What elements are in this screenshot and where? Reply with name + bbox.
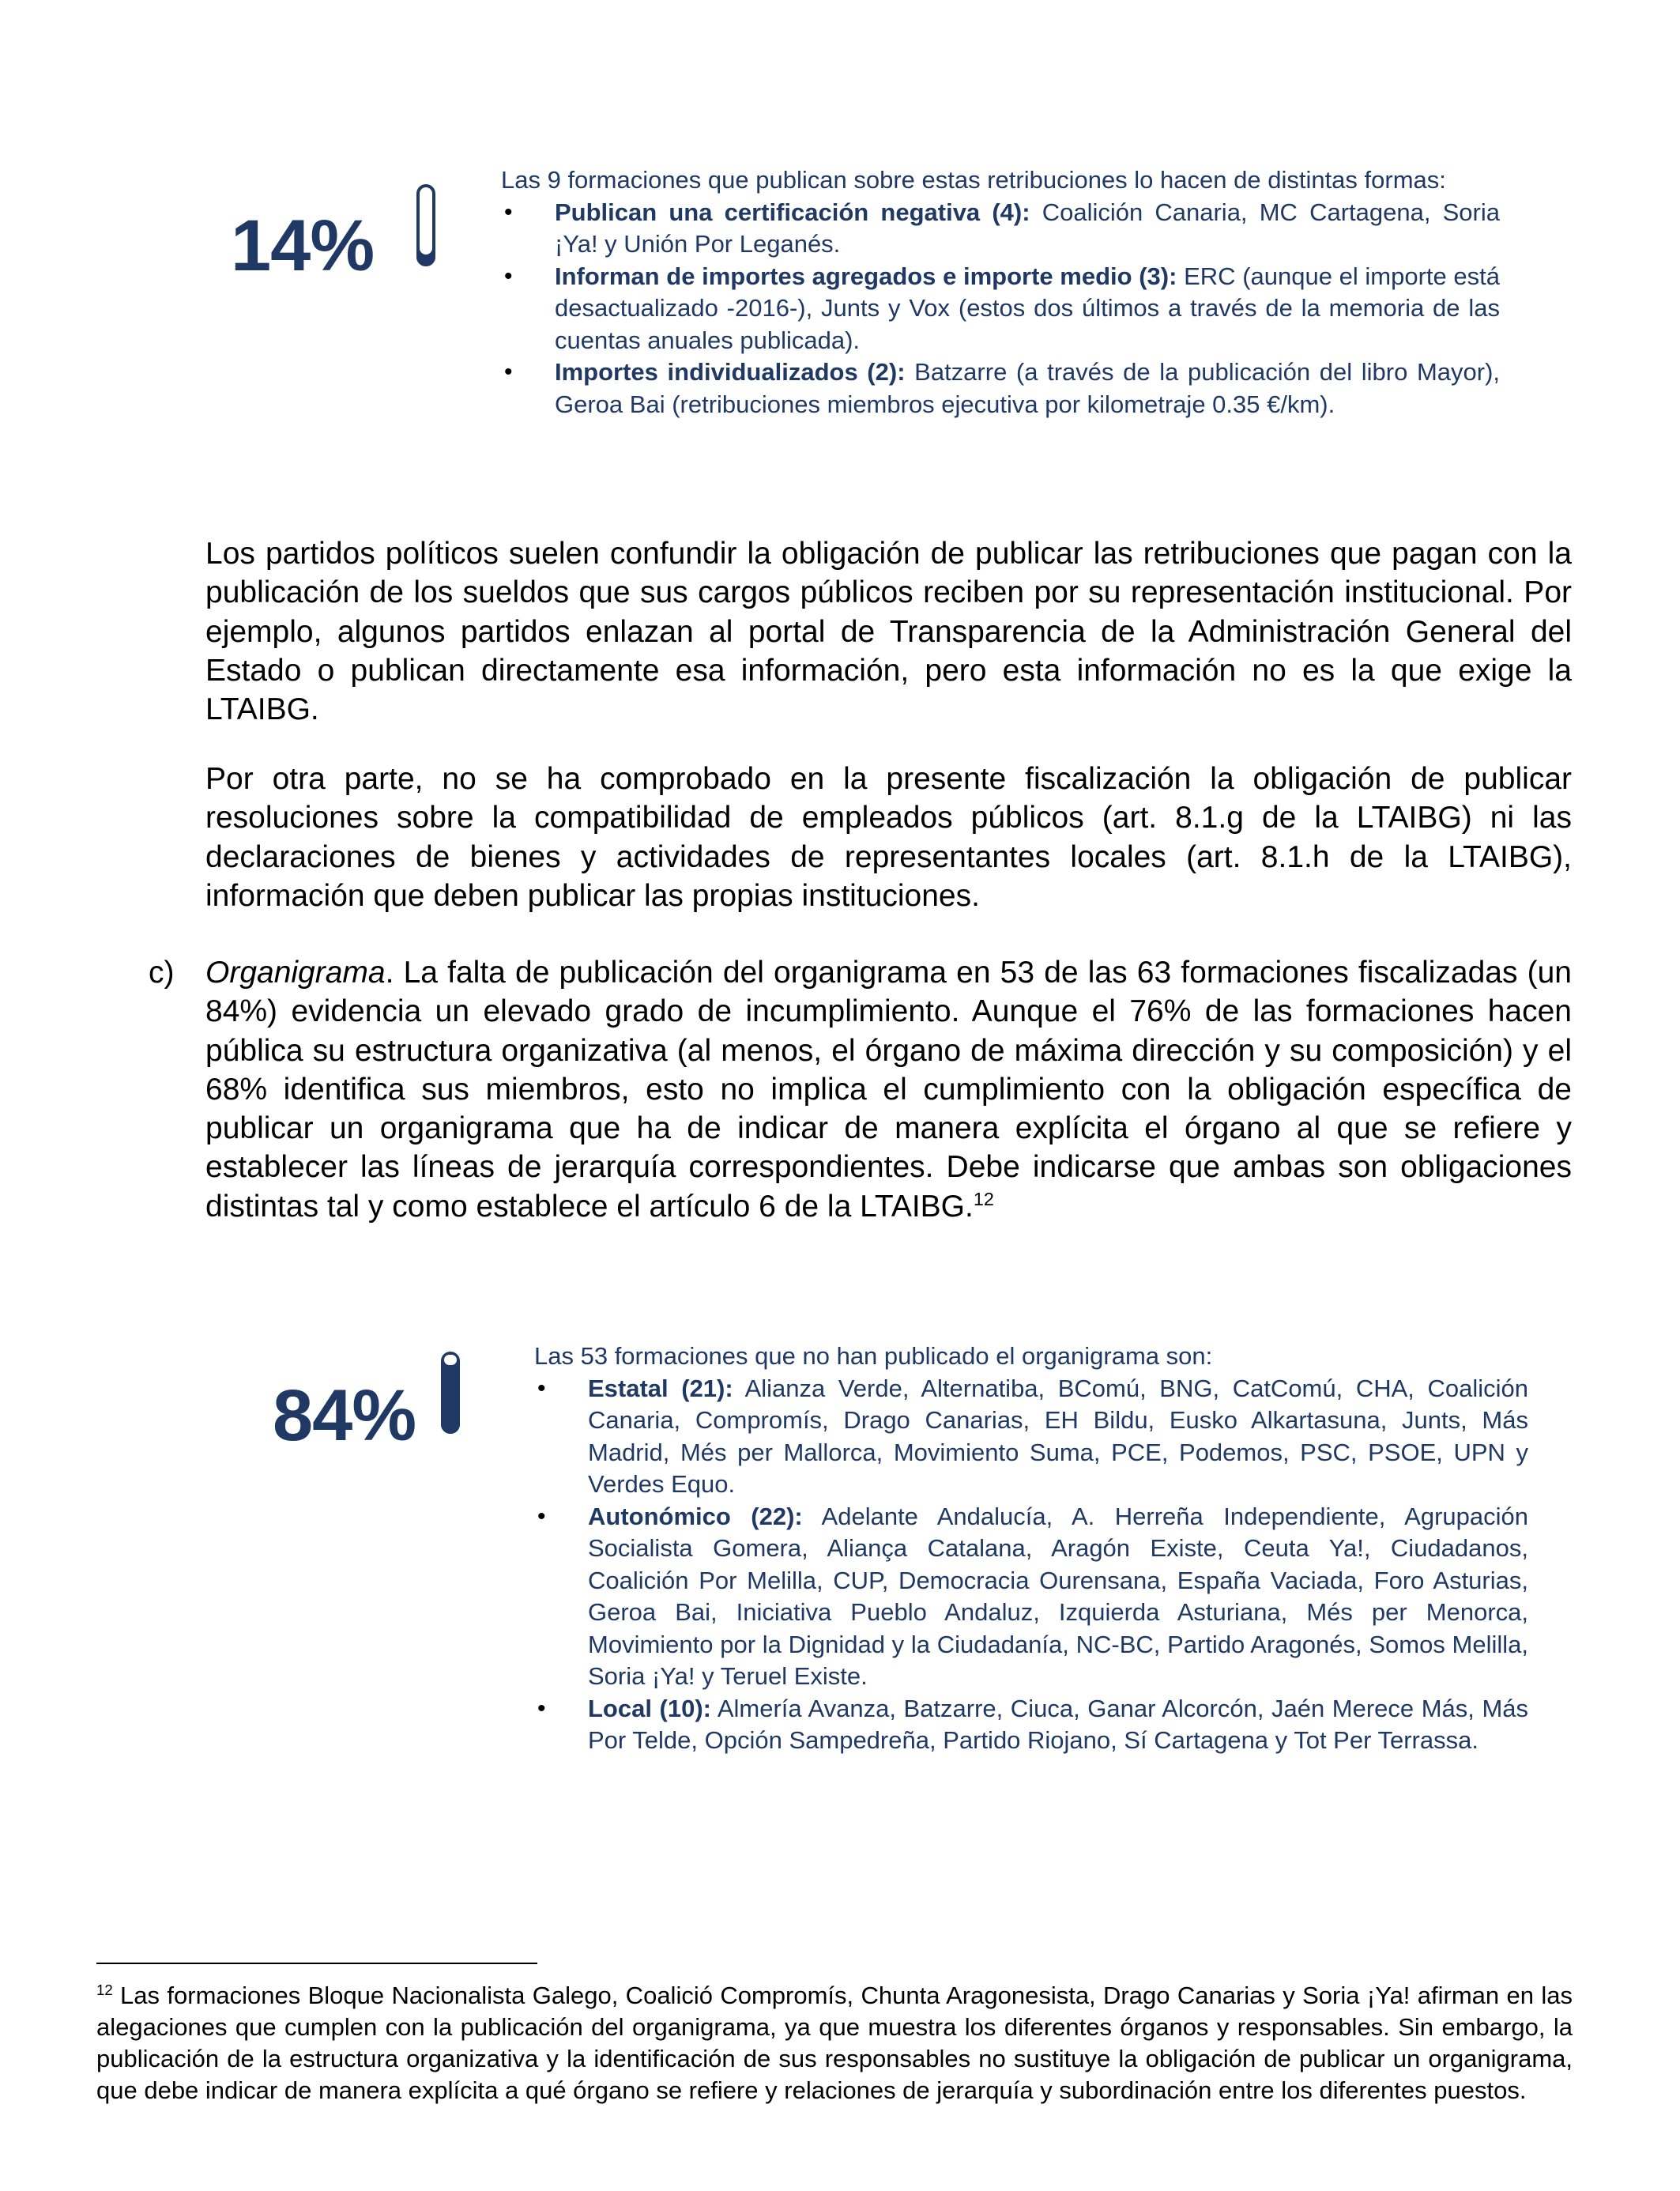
list-item <box>501 197 1500 261</box>
footnote-12 <box>96 1980 1573 2106</box>
gauge-bottom-icon <box>441 1352 460 1434</box>
footnote-number: 12 <box>96 1981 113 1998</box>
list-item-organigrama <box>149 953 1572 1226</box>
callout-bottom-list <box>534 1373 1528 1757</box>
item-label: Importes individualizados (2): <box>555 358 906 386</box>
callout-bottom-intro: Las 53 formaciones que no han publicado el organigrama son: <box>534 1342 1213 1370</box>
item-organigrama-text <box>205 953 1572 1226</box>
item-label: Publican una certificación negativa (4): <box>555 198 1030 226</box>
percentage-bottom: 84% <box>273 1375 416 1456</box>
list-item <box>534 1373 1528 1501</box>
list-item <box>501 356 1500 420</box>
footnote-text: Las formaciones Bloque Nacionalista Galego, Coalició Compromís, Chunta Aragonesista, Drago Canarias y Soria ¡Ya! afirman en las alegaciones que cumplen con la publicación del organigrama, ya que muestra los diferentes órganos y responsables. Sin embargo, la publicación de la estructura organizativa y la identificación de sus responsables no sustituye la obligación de publicar un organigrama, que debe indicar de manera explícita a qué órgano se refiere y relaciones de jerarquía y subordinación entre los diferentes puestos. <box>96 1982 1573 2104</box>
callout-top-list <box>501 197 1500 421</box>
gauge-top-icon <box>416 184 435 266</box>
list-item <box>534 1693 1528 1757</box>
item-text: Adelante Andalucía, A. Herreña Independiente, Agrupación Socialista Gomera, Aliança Catalana, Aragón Existe, Ceuta Ya!, Ciudadanos, Coalición Por Melilla, CUP, Democracia Ourensana, España Vaciada, Foro Asturias, Geroa Bai, Iniciativa Pueblo Andaluz, Izquierda Asturiana, Més per Menorca, Movimiento por la Dignidad y la Ciudadanía, NC-BC, Partido Aragonés, Somos Melilla, Soria ¡Ya! y Teruel Existe. <box>588 1502 1529 1690</box>
item-body: . La falta de publicación del organigrama en 53 de las 63 formaciones fiscalizadas (un 84%) evidencia un elevado grado de incumplimiento. Aunque el 76% de las formaciones hacen pública su estructura organizativa (al menos, el órgano de máxima dirección y su composición) y el 68% identifica sus miembros, esto no implica el cumplimiento con la obligación específica de publicar un organigrama que ha de indicar de manera explícita el órgano al que se refiere y establecer las líneas de jerarquía correspondientes. Debe indicarse que ambas son obligaciones distintas tal y como establece el artículo 6 de la LTAIBG. <box>205 956 1572 1224</box>
callout-bottom-text <box>534 1341 1528 1757</box>
item-label: Informan de importes agregados e importe medio (3): <box>555 262 1177 290</box>
item-title: Organigrama <box>205 956 386 990</box>
footnote-separator <box>96 1963 537 1964</box>
item-label: Local (10): <box>588 1694 711 1722</box>
callout-top-intro: Las 9 formaciones que publican sobre estas retribuciones lo hacen de distintas formas: <box>501 166 1446 194</box>
item-text: Batzarre (a través de la publicación del libro Mayor), Geroa Bai (retribuciones miembros ejecutiva por kilometraje 0.35 €/km). <box>555 358 1500 418</box>
item-label: Estatal (21): <box>588 1374 733 1402</box>
paragraph-otra-parte: Por otra parte, no se ha comprobado en la presente fiscalización la obligación de publicar resoluciones sobre la compatibilidad de empleados públicos (art. 8.1.g de la LTAIBG) ni las declaraciones de bienes y actividades de representantes locales (art. 8.1.h de la LTAIBG), información que deben publicar las propias instituciones. <box>205 762 1572 913</box>
item-text: Alianza Verde, Alternatiba, BComú, BNG, CatComú, CHA, Coalición Canaria, Compromís, Drago Canarias, EH Bildu, Eusko Alkartasuna, Junts, Más Madrid, Més per Mallorca, Movimiento Suma, PCE, Podemos, PSC, PSOE, UPN y Verdes Equo. <box>588 1374 1528 1498</box>
callout-top-text <box>501 164 1500 482</box>
list-item <box>501 261 1500 357</box>
item-marker: c) <box>149 956 175 990</box>
item-text: Coalición Canaria, MC Cartagena, Soria ¡Ya! y Unión Por Leganés. <box>555 198 1500 258</box>
percentage-top: 14% <box>231 206 375 286</box>
list-item <box>534 1501 1528 1693</box>
paragraph-retribuciones: Los partidos políticos suelen confundir la obligación de publicar las retribuciones que pagan con la publicación de los sueldos que sus cargos públicos reciben por su representación institucional. Por ejemplo, algunos partidos enlazan al portal de Transparencia de la Administración General del Estado o publican directamente esa información, pero esta información no es la que exige la LTAIBG. <box>205 537 1572 727</box>
footnote-ref[interactable]: 12 <box>973 1188 994 1209</box>
item-text: Almería Avanza, Batzarre, Ciuca, Ganar Alcorcón, Jaén Merece Más, Más Por Telde, Opción Sampedreña, Partido Riojano, Sí Cartagena y Tot Per Terrassa. <box>588 1694 1529 1754</box>
item-text: ERC (aunque el importe está desactualizado -2016-), Junts y Vox (estos dos últimos a través de la memoria de las cuentas anuales publicada). <box>555 262 1500 354</box>
item-label: Autonómico (22): <box>588 1502 803 1530</box>
